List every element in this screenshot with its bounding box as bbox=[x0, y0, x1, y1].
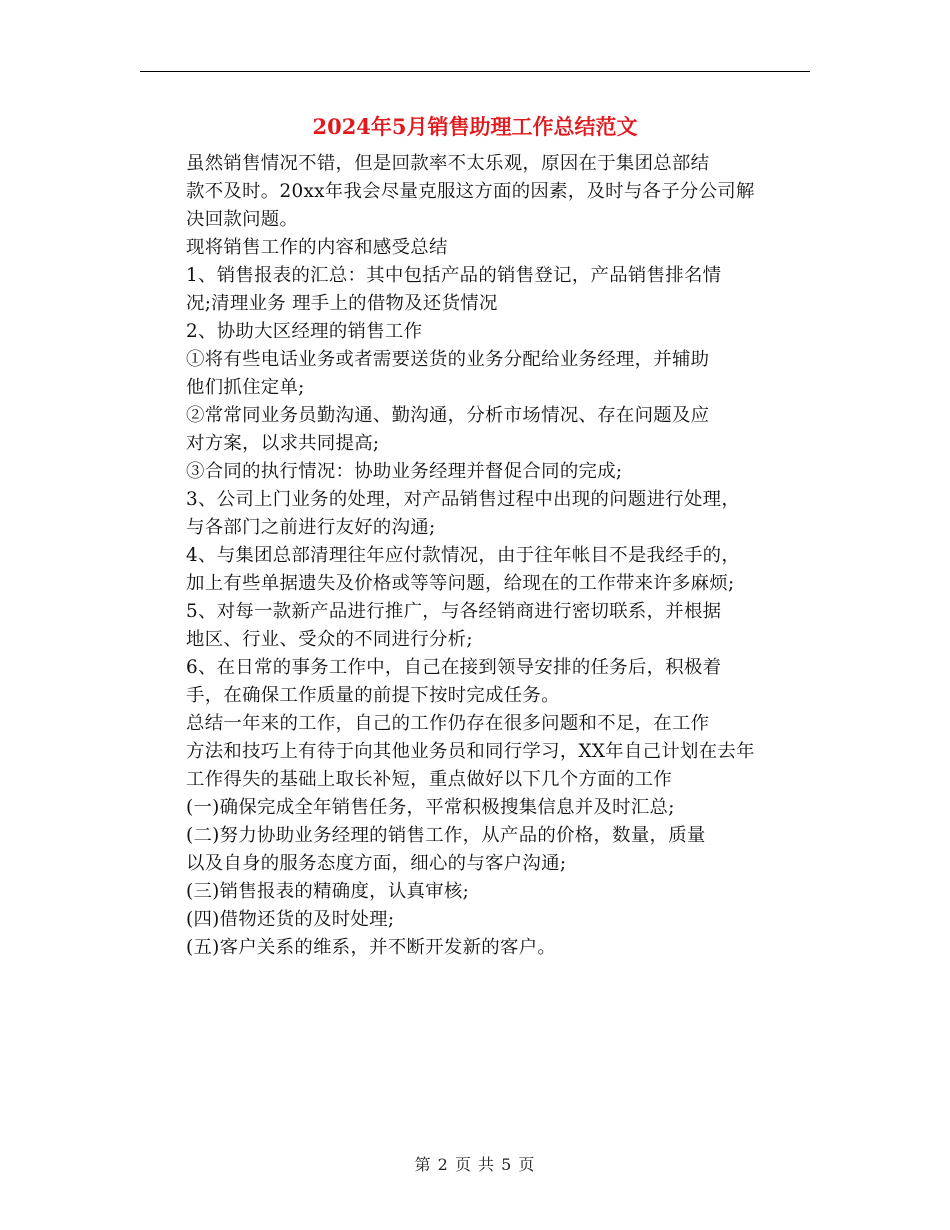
text-line: 与各部门之前进行友好的沟通; bbox=[186, 517, 436, 538]
paragraph bbox=[140, 878, 810, 906]
text-line: (一)确保完成全年销售任务，平常积极搜集信息并及时汇总; bbox=[186, 797, 675, 818]
text-line: 1、销售报表的汇总：其中包括产品的销售登记，产品销售排名情 bbox=[186, 265, 722, 286]
text-line: ②常常同业务员勤沟通、勤沟通，分析市场情况、存在问题及应 bbox=[186, 405, 710, 426]
page-number: 第 2 页 共 5 页 bbox=[414, 1155, 536, 1174]
text-line: 加上有些单据遗失及价格或等等问题，给现在的工作带来许多麻烦; bbox=[186, 573, 735, 594]
text-line: 虽然销售情况不错，但是回款率不太乐观，原因在于集团总部结 bbox=[186, 153, 710, 174]
text-line: 他们抓住定单; bbox=[186, 377, 305, 398]
text-line: 现将销售工作的内容和感受总结 bbox=[186, 237, 448, 258]
paragraph bbox=[140, 262, 810, 318]
text-line: 工作得失的基础上取长补短，重点做好以下几个方面的工作 bbox=[186, 769, 672, 790]
text-line: 地区、行业、受众的不同进行分析; bbox=[186, 629, 473, 650]
text-line: 4、与集团总部清理往年应付款情况，由于往年帐目不是我经手的， bbox=[186, 545, 741, 566]
text-line: 总结一年来的工作，自己的工作仍存在很多问题和不足，在工作 bbox=[186, 713, 710, 734]
text-line: 决回款问题。 bbox=[186, 209, 299, 230]
text-line: 2、协助大区经理的销售工作 bbox=[186, 321, 423, 342]
text-line: 6、在日常的事务工作中，自己在接到领导安排的任务后，积极着 bbox=[186, 657, 722, 678]
paragraph bbox=[140, 486, 810, 542]
paragraph bbox=[140, 542, 810, 598]
text-line: 款不及时。20xx年我会尽量克服这方面的因素，及时与各子分公司解 bbox=[186, 181, 755, 202]
paragraph bbox=[140, 458, 810, 486]
text-line: 5、对每一款新产品进行推广，与各经销商进行密切联系，并根据 bbox=[186, 601, 722, 622]
text-line: (三)销售报表的精确度，认真审核; bbox=[186, 881, 470, 902]
text-line: 况;清理业务 理手上的借物及还货情况 bbox=[186, 293, 498, 314]
text-line: 以及自身的服务态度方面，细心的与客户沟通; bbox=[186, 853, 567, 874]
text-line: (五)客户关系的维系，并不断开发新的客户。 bbox=[186, 937, 557, 958]
paragraph bbox=[140, 402, 810, 458]
paragraph bbox=[140, 654, 810, 710]
paragraph bbox=[140, 318, 810, 346]
text-line: (二)努力协助业务经理的销售工作，从产品的价格，数量，质量 bbox=[186, 825, 706, 846]
document-title: 2024年5月销售助理工作总结范文 bbox=[312, 114, 638, 139]
text-line: 方法和技巧上有待于向其他业务员和同行学习，XX年自己计划在去年 bbox=[186, 741, 755, 762]
text-line: ③合同的执行情况：协助业务经理并督促合同的完成; bbox=[186, 461, 623, 482]
paragraph bbox=[140, 346, 810, 402]
document-body bbox=[140, 150, 810, 962]
text-line: (四)借物还货的及时处理; bbox=[186, 909, 395, 930]
text-line: 3、公司上门业务的处理，对产品销售过程中出现的问题进行处理， bbox=[186, 489, 741, 510]
paragraph bbox=[140, 822, 810, 878]
paragraph bbox=[140, 934, 810, 962]
paragraph bbox=[140, 710, 810, 794]
header-rule bbox=[140, 71, 810, 72]
text-line: 对方案，以求共同提高; bbox=[186, 433, 380, 454]
paragraph bbox=[140, 794, 810, 822]
paragraph bbox=[140, 150, 810, 234]
text-line: 手，在确保工作质量的前提下按时完成任务。 bbox=[186, 685, 560, 706]
paragraph bbox=[140, 598, 810, 654]
paragraph bbox=[140, 906, 810, 934]
paragraph bbox=[140, 234, 810, 262]
text-line: ①将有些电话业务或者需要送货的业务分配给业务经理，并辅助 bbox=[186, 349, 710, 370]
